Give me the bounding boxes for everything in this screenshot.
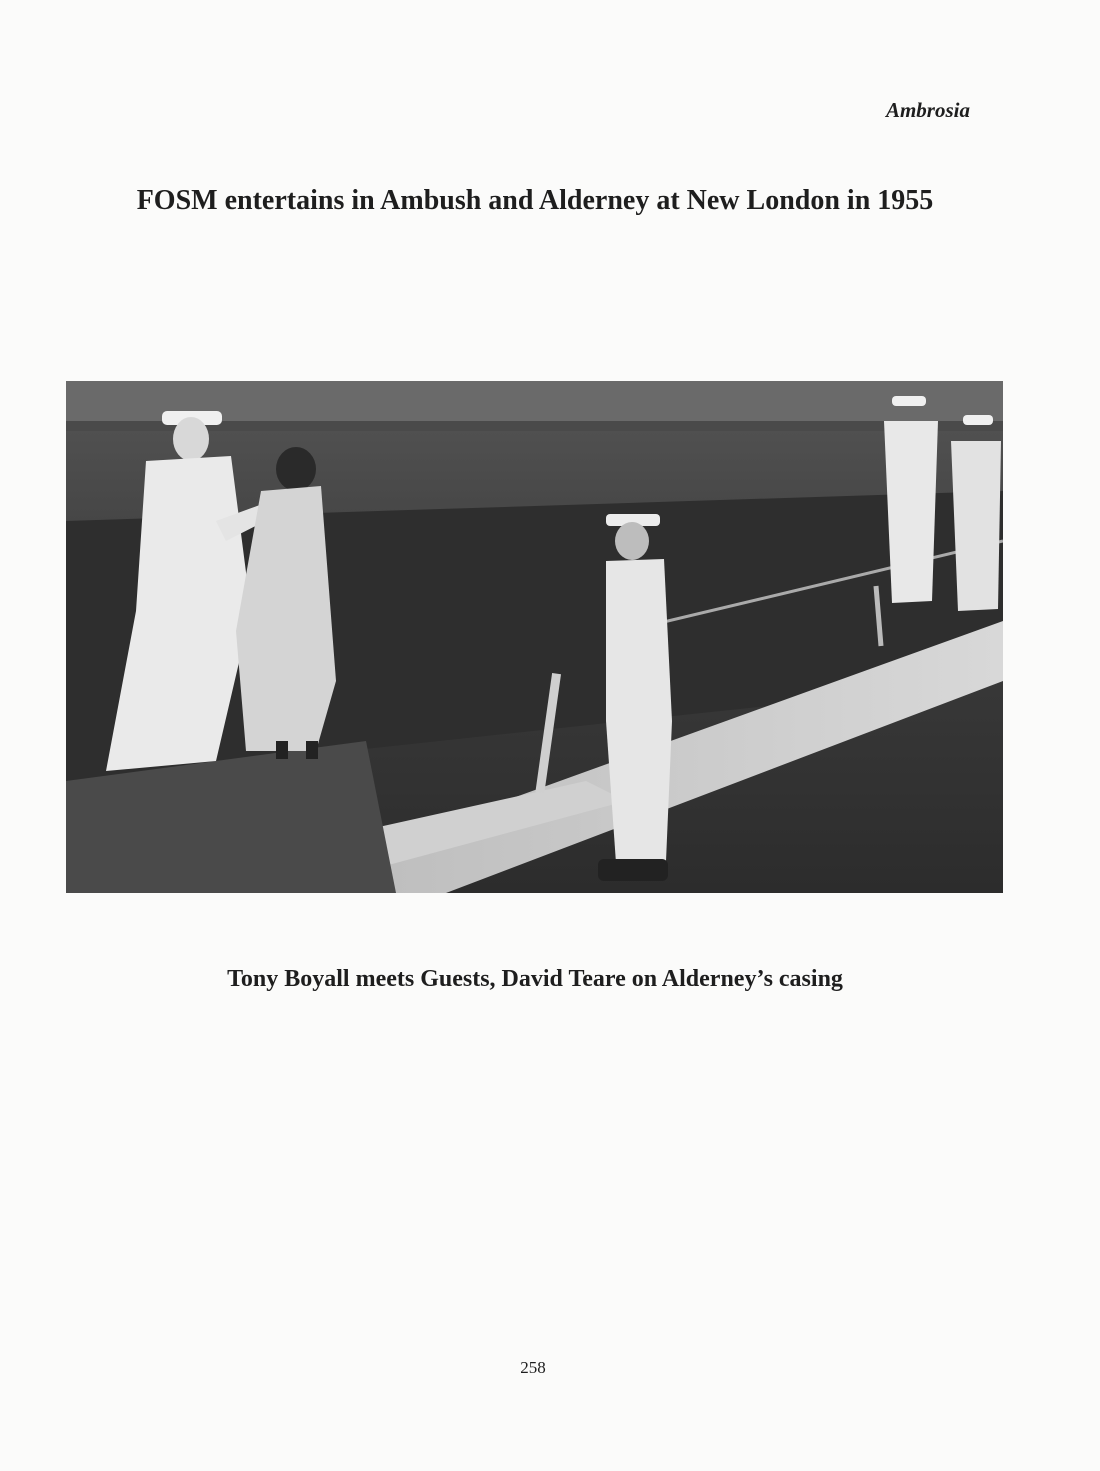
- photograph: [66, 381, 1003, 893]
- page-number: 258: [520, 1358, 546, 1377]
- running-header: Ambrosia: [885, 98, 970, 122]
- page-title: FOSM entertains in Ambush and Alderney at New London in 1955: [136, 185, 934, 216]
- photo-illustration: [66, 381, 1003, 893]
- photo-caption: Tony Boyall meets Guests, David Teare on Alderney’s casing: [227, 966, 843, 992]
